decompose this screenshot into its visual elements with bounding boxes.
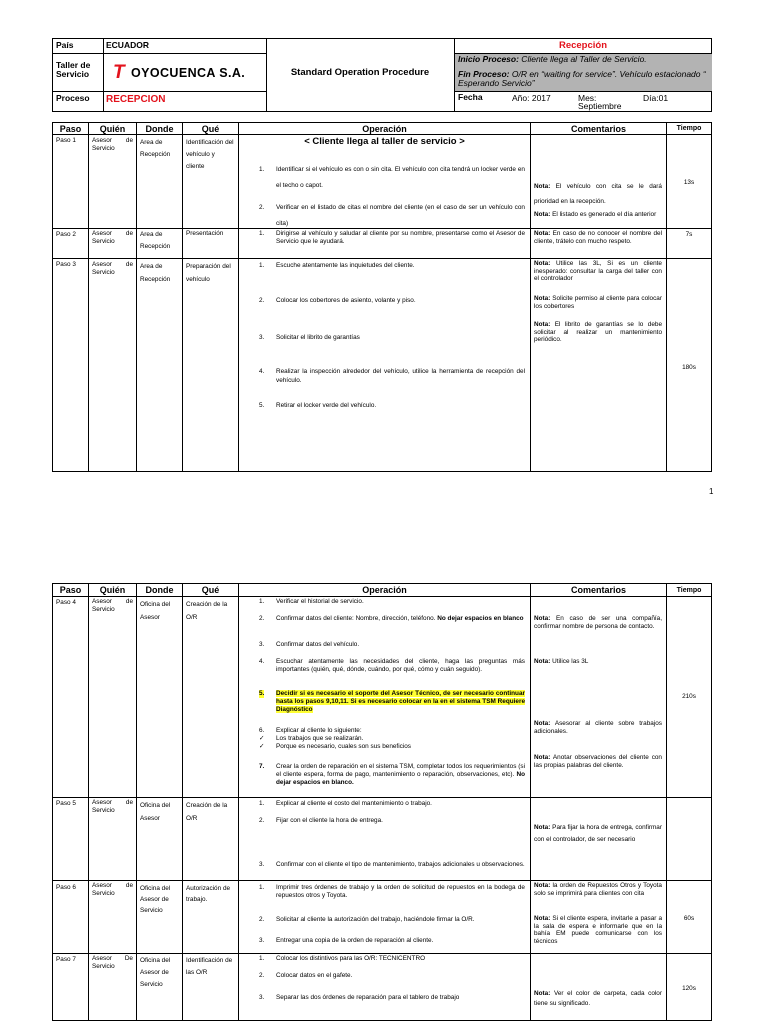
- operation-item: [259, 367, 525, 385]
- activity: Creación de la O/R: [186, 601, 228, 621]
- operation-item: [259, 200, 525, 229]
- table-row-paso-1-comentarios: [531, 135, 667, 229]
- operation-item: [259, 641, 525, 649]
- col-header-que: Qué: [183, 584, 239, 597]
- fin-proceso: [458, 70, 708, 87]
- note-text: Asesorar al cliente sobre trabajos adicionales.: [534, 720, 662, 735]
- operation-item: [259, 763, 525, 787]
- item-number: 4.: [259, 368, 265, 375]
- table-row-paso-7-tiempo: [667, 954, 712, 1021]
- col-header-comentarios: Comentarios: [531, 123, 667, 135]
- steps-table-page-1: [52, 122, 712, 472]
- document-title: Standard Operation Procedure: [290, 67, 430, 78]
- operation-item: [259, 598, 525, 606]
- proceso-value: RECEPCION: [106, 94, 166, 105]
- table-row-paso-4-operacion: [239, 597, 531, 798]
- taller-label-line-2: Servicio: [56, 69, 90, 79]
- responsible: Asesor de Servicio: [92, 137, 133, 152]
- note-label: Nota:: [534, 754, 551, 761]
- item-number: 6.: [259, 727, 265, 734]
- col-header-que: Qué: [183, 123, 239, 135]
- comment-note: [534, 179, 662, 209]
- table-row-paso-2-comentarios: [531, 229, 667, 259]
- item-text: Solicitar el librito de garantías: [276, 334, 360, 341]
- note-label: Nota:: [534, 615, 551, 622]
- note-label: Nota:: [534, 230, 551, 237]
- item-number: 2.: [259, 817, 265, 824]
- item-number: 2.: [259, 916, 265, 923]
- location: Area de Recepción: [140, 263, 171, 283]
- col-header-operacion: Operación: [239, 584, 531, 597]
- responsible: Asesor de Servicio: [92, 799, 133, 814]
- item-text: [276, 690, 525, 714]
- note-text: Solicite permiso al cliente para colocar los cobertores: [534, 295, 662, 310]
- table-row-paso-6-donde: [137, 881, 183, 954]
- activity: Identificación del vehículo y cliente: [186, 139, 234, 170]
- location: Oficina del Asesor: [140, 802, 171, 822]
- step-time: 7s: [685, 231, 693, 238]
- note-label: Nota:: [534, 321, 551, 328]
- fin-proceso-value: O/R en “waiting for service”. Vehículo estacionado “ Esperando Servicio”: [458, 69, 706, 88]
- comment-note: [534, 209, 662, 221]
- note-text: Ver el color de carpeta, cada color tiene su significado.: [534, 990, 662, 1007]
- fecha-label: Fecha: [458, 92, 483, 102]
- col-header-operacion: Operación: [239, 123, 531, 135]
- col-header-tiempo: Tiempo: [667, 123, 712, 135]
- note-text: En caso de no conocer el nombre del cliente, trátelo con mucho respeto.: [534, 230, 662, 245]
- table-row-paso-3-step: [53, 259, 89, 472]
- item-text: Confirmar con el cliente el tipo de mantenimiento, trabajos adicionales u observaciones.: [276, 861, 525, 868]
- table-row-paso-2-donde: [137, 229, 183, 259]
- operation-item: [259, 916, 525, 924]
- table-row-paso-7-operacion: [239, 954, 531, 1021]
- activity: Creación de la O/R: [186, 802, 228, 822]
- table-row-paso-2-quien: [89, 229, 137, 259]
- comment-note: [534, 295, 662, 310]
- item-number: 5.: [259, 402, 265, 409]
- note-label: Nota:: [534, 211, 551, 218]
- operation-item: [259, 262, 525, 270]
- table-row-paso-4-step: [53, 597, 89, 798]
- item-number: 3.: [259, 937, 265, 944]
- activity: Presentación: [186, 230, 224, 237]
- activity: Autorización de trabajo.: [186, 885, 231, 903]
- table-row-paso-3-comentarios: [531, 259, 667, 472]
- item-number: 2.: [259, 204, 265, 211]
- company-name: OYOCUENCA S.A.: [131, 66, 246, 80]
- item-number: 2.: [259, 615, 265, 622]
- item-text: Explicar al cliente lo siguiente:: [276, 727, 362, 734]
- subitem-text: Porque es necesario, cuales son sus beneficios: [276, 743, 411, 750]
- operation-item: [259, 972, 525, 980]
- table-row-paso-3-que: [183, 259, 239, 472]
- item-number: 4.: [259, 658, 265, 665]
- item-text-emphasis: No dejar espacios en blanco.: [276, 771, 525, 786]
- note-label: Nota:: [534, 915, 551, 922]
- note-label: Nota:: [534, 882, 551, 889]
- divider: [454, 91, 712, 92]
- item-text-highlighted: Decidir si es necesario el soporte del Asesor Técnico, de ser necesario continuar hasta los pasos 9,10,11. Si es necesario colocar en la en el sistema TSM Requiere Diagnóstico: [276, 690, 525, 713]
- operation-item: [259, 937, 525, 945]
- location: Oficina del Asesor de Servicio: [140, 957, 171, 988]
- location: Oficina del Asesor de Servicio: [140, 885, 171, 914]
- table-row-paso-5-tiempo: [667, 798, 712, 881]
- table-row-paso-4-que: [183, 597, 239, 798]
- note-text: En caso de ser una compañía, confirmar nombre de persona de contacto.: [534, 615, 662, 630]
- operation-subitem: [259, 743, 525, 751]
- table-row-paso-1-donde: [137, 135, 183, 229]
- fin-proceso-label: Fin Proceso:: [458, 69, 510, 79]
- item-text: Confirmar datos del vehículo.: [276, 641, 360, 648]
- item-text-regular: Crear la orden de reparación en el sistema TSM, completar todos los requerimientos (si el cliente espera, forma de pago, mantenimiento o reparación, observaciones, etc).: [276, 763, 525, 778]
- item-number: 7.: [259, 763, 265, 770]
- operation-item-highlighted: [259, 690, 525, 714]
- operation-item: [259, 994, 525, 1002]
- item-text: Identificar si el vehículo es con o sin cita. El vehículo con cita tendrá un locker verde en el techo o capot.: [276, 166, 525, 189]
- item-text: Explicar al cliente el costo del mantenimiento o trabajo.: [276, 800, 432, 807]
- step-time: 210s: [682, 693, 696, 700]
- item-number: 1.: [259, 884, 265, 891]
- item-text: Realizar la inspección alrededor del vehículo, utilice la herramienta de recepción del vehículo.: [276, 368, 525, 384]
- item-number: 1.: [259, 955, 265, 962]
- item-text: Colocar los distintivos para las O/R: TECNICENTRO: [276, 955, 426, 962]
- location: Oficina del Asesor: [140, 601, 171, 621]
- proceso-label: Proceso: [56, 93, 90, 103]
- table-row-paso-1-tiempo: [667, 135, 712, 229]
- table-row-paso-6-tiempo: [667, 881, 712, 954]
- inicio-proceso-label: Inicio Proceso:: [458, 54, 519, 64]
- location: Area de Recepción: [140, 231, 171, 250]
- steps-table-page-2: [52, 583, 712, 1021]
- pais-label: País: [56, 40, 74, 50]
- table-row-paso-6-operacion: [239, 881, 531, 954]
- activity: Preparación del vehículo: [186, 263, 231, 283]
- responsible: Asesor de Servicio: [92, 261, 133, 276]
- operation-item: [259, 297, 525, 305]
- divider: [103, 39, 104, 111]
- taller-label-line-1: Taller de: [56, 60, 91, 70]
- col-header-donde: Donde: [137, 584, 183, 597]
- item-number: 1.: [259, 598, 265, 605]
- comment-note: [534, 658, 662, 666]
- inicio-proceso-value: Cliente llega al Taller de Servicio.: [518, 54, 647, 64]
- col-header-donde: Donde: [137, 123, 183, 135]
- pais-value: ECUADOR: [106, 40, 149, 50]
- item-number: 5.: [259, 690, 265, 697]
- note-label: Nota:: [534, 658, 551, 665]
- table-row-paso-2-tiempo: [667, 229, 712, 259]
- step-number: Paso 1: [56, 137, 76, 144]
- note-label: Nota:: [534, 990, 551, 997]
- item-text-regular: Confirmar datos del cliente: Nombre, dirección, teléfono.: [276, 615, 438, 622]
- item-text: Entregar una copia de la orden de reparación al cliente.: [276, 937, 434, 944]
- note-text: Anotar observaciones del cliente con las propias palabras del cliente.: [534, 754, 662, 769]
- fecha-anio: Año: 2017: [512, 93, 551, 103]
- table-row-paso-5-donde: [137, 798, 183, 881]
- comment-note: [534, 260, 662, 283]
- location: Area de Recepción: [140, 139, 171, 158]
- note-text: Para fijar la hora de entrega, confirmar con el controlador, de ser necesario: [534, 824, 662, 843]
- item-number: 1.: [259, 166, 265, 173]
- responsible: Asesor de Servicio: [92, 230, 133, 245]
- table-row-paso-7-step: [53, 954, 89, 1021]
- item-number: 1.: [259, 230, 265, 237]
- item-number: 1.: [259, 262, 265, 269]
- operation-item: [259, 861, 525, 869]
- item-number: 1.: [259, 800, 265, 807]
- table-row-paso-2-operacion: [239, 229, 531, 259]
- table-row-paso-7-comentarios: [531, 954, 667, 1021]
- table-row-paso-3-tiempo: [667, 259, 712, 472]
- note-label: Nota:: [534, 720, 551, 727]
- responsible: Asesor De Servicio: [92, 955, 133, 970]
- comment-note: [534, 230, 662, 246]
- step-number: Paso 7: [56, 956, 76, 963]
- note-text: El listado es generado el día anterior: [550, 211, 657, 218]
- logo-letter: T: [113, 62, 125, 81]
- step-number: Paso 4: [56, 599, 76, 606]
- note-text: El vehículo con cita se le dará prioridad en la recepción.: [534, 183, 662, 205]
- step-time: 180s: [682, 364, 696, 371]
- fecha-mes-value: Septiembre: [578, 101, 622, 111]
- table-row-paso-1-que: [183, 135, 239, 229]
- operation-item: [259, 230, 525, 246]
- fecha-mes-label: Mes:: [578, 93, 597, 103]
- table-row-paso-4-tiempo: [667, 597, 712, 798]
- item-number: 3.: [259, 641, 265, 648]
- item-text: Verificar el historial de servicio.: [276, 598, 364, 605]
- process-name: Recepción: [558, 40, 608, 51]
- divider: [53, 53, 266, 54]
- step-number: Paso 6: [56, 884, 76, 891]
- table-row-paso-4-comentarios: [531, 597, 667, 798]
- responsible: Asesor de Servicio: [92, 598, 133, 613]
- col-header-tiempo: Tiempo: [667, 584, 712, 597]
- table-row-paso-4-donde: [137, 597, 183, 798]
- table-row-paso-7-donde: [137, 954, 183, 1021]
- note-text: El librito de garantías se lo debe solicitar al realizar un mantenimiento periódico.: [534, 321, 662, 343]
- table-row-paso-1-operacion: [239, 135, 531, 229]
- note-text: Si el cliente espera, invitarle a pasar a la sala de espera e informarle que en la bahía EM puede comunicarse con los técnicos: [534, 915, 662, 945]
- table-row-paso-7-que: [183, 954, 239, 1021]
- table-row-paso-5-comentarios: [531, 798, 667, 881]
- table-row-paso-3-donde: [137, 259, 183, 472]
- note-text: Utilice las 3L: [550, 658, 589, 665]
- table-row-paso-1-step: [53, 135, 89, 229]
- comment-note: [534, 989, 662, 1009]
- table-row-paso-3-operacion: [239, 259, 531, 472]
- note-text: Utilice las 3L, Si es un cliente inesperado: consultar la carga del taller con el controlador: [534, 260, 662, 282]
- item-text: Escuche atentamente las inquietudes del cliente.: [276, 262, 415, 269]
- note-label: Nota:: [534, 295, 551, 302]
- table-row-paso-5-step: [53, 798, 89, 881]
- operation-item: [259, 334, 525, 342]
- divider: [53, 91, 266, 92]
- item-text: Fijar con el cliente la hora de entrega.: [276, 817, 383, 824]
- operation-item: [259, 817, 525, 825]
- table-row-paso-3-quien: [89, 259, 137, 472]
- table-row-paso-5-operacion: [239, 798, 531, 881]
- comment-note: [534, 754, 662, 770]
- col-header-paso: Paso: [53, 584, 89, 597]
- table-row-paso-5-que: [183, 798, 239, 881]
- item-text: Dirigirse al vehículo y saludar al cliente por su nombre, presentarse como el Asesor de Servicio que le ayudará.: [276, 230, 525, 245]
- operation-item: [259, 727, 525, 735]
- table-row-paso-6-comentarios: [531, 881, 667, 954]
- operation-subitem: [259, 735, 525, 743]
- responsible: Asesor de Servicio: [92, 882, 133, 897]
- table-row-paso-6-step: [53, 881, 89, 954]
- table-row-paso-1-quien: [89, 135, 137, 229]
- toyocuenca-logo-icon: [111, 61, 131, 81]
- fecha-dia: Día:01: [643, 93, 669, 103]
- table-row-paso-2-que: [183, 229, 239, 259]
- comment-note: [534, 882, 662, 897]
- step-number: Paso 3: [56, 261, 76, 268]
- item-text: Colocar los cobertores de asiento, volante y piso.: [276, 297, 416, 304]
- item-text: Colocar datos en el gafete.: [276, 972, 353, 979]
- step-number: Paso 5: [56, 800, 76, 807]
- operation-item: [259, 884, 525, 900]
- table-row-paso-2-step: [53, 229, 89, 259]
- col-header-quien: Quién: [89, 123, 137, 135]
- item-number: 3.: [259, 861, 265, 868]
- comment-note: [534, 321, 662, 344]
- col-header-quien: Quién: [89, 584, 137, 597]
- table-row-paso-7-quien: [89, 954, 137, 1021]
- item-number: 2.: [259, 297, 265, 304]
- item-text-emphasis: No dejar espacios en blanco: [437, 615, 524, 622]
- table-row-paso-6-quien: [89, 881, 137, 954]
- checkmark-icon: ✓: [259, 735, 265, 742]
- item-text: Verificar en el listado de citas el nombre del cliente (en el caso de ser un vehículo con cita): [276, 204, 525, 227]
- comment-note: [534, 720, 662, 736]
- item-text: [276, 615, 525, 623]
- inicio-proceso: [458, 54, 647, 64]
- step-time: 13s: [683, 179, 695, 186]
- subitem-text: Los trabajos que se realizarán.: [276, 735, 364, 742]
- note-label: Nota:: [534, 260, 551, 267]
- item-text: Escuchar atentamente las necesidades del cliente, haga las preguntas más importantes (quién, qué, dónde, cuándo, por qué, cómo y cuán seguido).: [276, 658, 525, 673]
- item-number: 3.: [259, 334, 265, 341]
- item-text: Imprimir tres órdenes de trabajo y la orden de solicitud de repuestos en la bodega de repuestos otros y Toyota.: [276, 884, 525, 899]
- step-number: Paso 2: [56, 231, 76, 238]
- note-text: la orden de Repuestos Otros y Toyota solo se imprimirá para clientes con cita: [534, 882, 662, 897]
- item-text: Solicitar al cliente la autorización del trabajo, haciéndole firmar la O/R.: [276, 916, 475, 923]
- item-number: 2.: [259, 972, 265, 979]
- operation-item: [259, 658, 525, 674]
- note-label: Nota:: [534, 183, 551, 190]
- col-header-paso: Paso: [53, 123, 89, 135]
- item-number: 3.: [259, 994, 265, 1001]
- note-label: Nota:: [534, 824, 551, 831]
- comment-note: [534, 615, 662, 631]
- table-row-paso-6-que: [183, 881, 239, 954]
- item-text: Separar las dos órdenes de reparación para el tablero de trabajo: [276, 994, 460, 1001]
- operation-item: [259, 402, 525, 410]
- step-time: 120s: [682, 985, 696, 992]
- item-text: Retirar el locker verde del vehículo.: [276, 402, 377, 409]
- comment-note: [534, 915, 662, 945]
- checkmark-icon: ✓: [259, 743, 265, 750]
- col-header-comentarios: Comentarios: [531, 584, 667, 597]
- operation-item: [259, 800, 525, 808]
- comment-note: [534, 822, 662, 845]
- step-time: 60s: [683, 915, 695, 922]
- operation-item: [259, 162, 525, 194]
- operation-item: [259, 615, 525, 623]
- table-row-paso-5-quien: [89, 798, 137, 881]
- item-text: [276, 763, 525, 787]
- page-number: 1: [709, 487, 714, 496]
- table-row-paso-4-quien: [89, 597, 137, 798]
- operation-title: < Cliente llega al taller de servicio >: [304, 136, 465, 147]
- operation-item: [259, 955, 525, 963]
- activity: Identificación de las O/R: [186, 957, 233, 976]
